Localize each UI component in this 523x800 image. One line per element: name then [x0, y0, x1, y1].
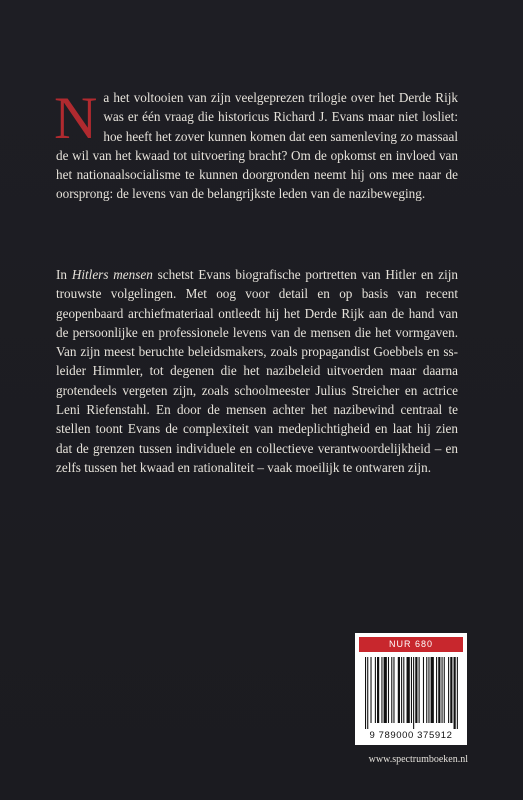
- barcode-bar: [365, 657, 366, 729]
- barcode-bar: [388, 657, 389, 723]
- barcode-bar: [438, 657, 440, 723]
- blurb-paragraph-1: [54, 85, 458, 204]
- barcode-bar: [401, 657, 402, 723]
- barcode-bar: [431, 657, 434, 723]
- drop-cap: N: [54, 85, 98, 151]
- barcode-bar: [454, 657, 456, 729]
- barcode-digits: 9 789000 375912: [369, 730, 453, 741]
- nur-label: NUR 680: [359, 637, 463, 652]
- barcode-bar: [444, 657, 445, 723]
- barcode-bar: [367, 657, 368, 729]
- publisher-website: www.spectrumboeken.nl: [368, 754, 468, 765]
- barcode-bar: [375, 657, 376, 723]
- barcode-bar: [457, 657, 458, 729]
- barcode-bars: [365, 657, 459, 729]
- barcode-bar: [442, 657, 443, 723]
- barcode-bar: [428, 657, 429, 723]
- barcode-bar: [403, 657, 404, 723]
- barcode-bar: [391, 657, 392, 723]
- barcode-bar: [415, 657, 417, 723]
- book-title-italic: Hitlers mensen: [71, 267, 153, 282]
- barcode-bar: [426, 657, 427, 723]
- barcode-bar: [419, 657, 420, 723]
- blurb-paragraph-2-text: schetst Evans biografische portretten van Hitler en zijn trouwste volgelingen. Met oog voor detail en op basis van recent geopenbaard archiefmateriaal ontleedt hij het Derde Rijk aan de hand van de persoonlijke en professionele levens van de mensen die het vormgaven. Van zijn meest beruchte beleidsmakers, zoals propagandist Goebbels en ss-leider Himmler, tot degenen die het nazibeleid uitvoerden maar daarna grotendeels vergeten zijn, zoals schoolmeester Julius Streicher en actrice Leni Riefenstahl. En door de mensen achter het nazibewind centraal te stellen toont Evans de complexiteit van medeplichtigheid en laat hij zien dat de grenzen tussen individuele en collectieve verantwoordelijkheid – en zelfs tussen het kwaad en rationaliteit – vaak moeilijk te ontwaren zijn.: [56, 267, 458, 475]
- barcode-bar: [370, 657, 371, 723]
- barcode-bar: [411, 657, 412, 723]
- barcode-bar: [381, 657, 382, 723]
- barcode-bar: [393, 657, 394, 723]
- barcode-bar: [448, 657, 449, 723]
- barcode-bar: [450, 657, 452, 723]
- barcode-box: [355, 633, 467, 745]
- barcode-bar: [377, 657, 379, 723]
- blurb-paragraph-1-text: a het voltooien van zijn veelgeprezen trilogie over het Derde Rijk was er één vraag die historicus Richard J. Evans maar niet losliet: hoe heeft het zover kunnen komen dat een samenleving zo massaal de wil van het kwaad tot uitvoering bracht? Om de opkomst en invloed van het nationaalsocialisme te kunnen doorgronden neemt hij ons mee naar de oorsprong: de levens van de belangrijkste leden van de nazibeweging.: [56, 90, 458, 202]
- blurb-paragraph-2-lead: In: [56, 267, 72, 282]
- barcode-bar: [384, 657, 387, 723]
- blurb-paragraph-2: [56, 265, 458, 477]
- barcode-bar: [413, 657, 414, 729]
- barcode-bar: [436, 657, 437, 723]
- barcode-bar: [407, 657, 410, 723]
- barcode-bar: [423, 657, 424, 723]
- barcode-bar: [398, 657, 400, 723]
